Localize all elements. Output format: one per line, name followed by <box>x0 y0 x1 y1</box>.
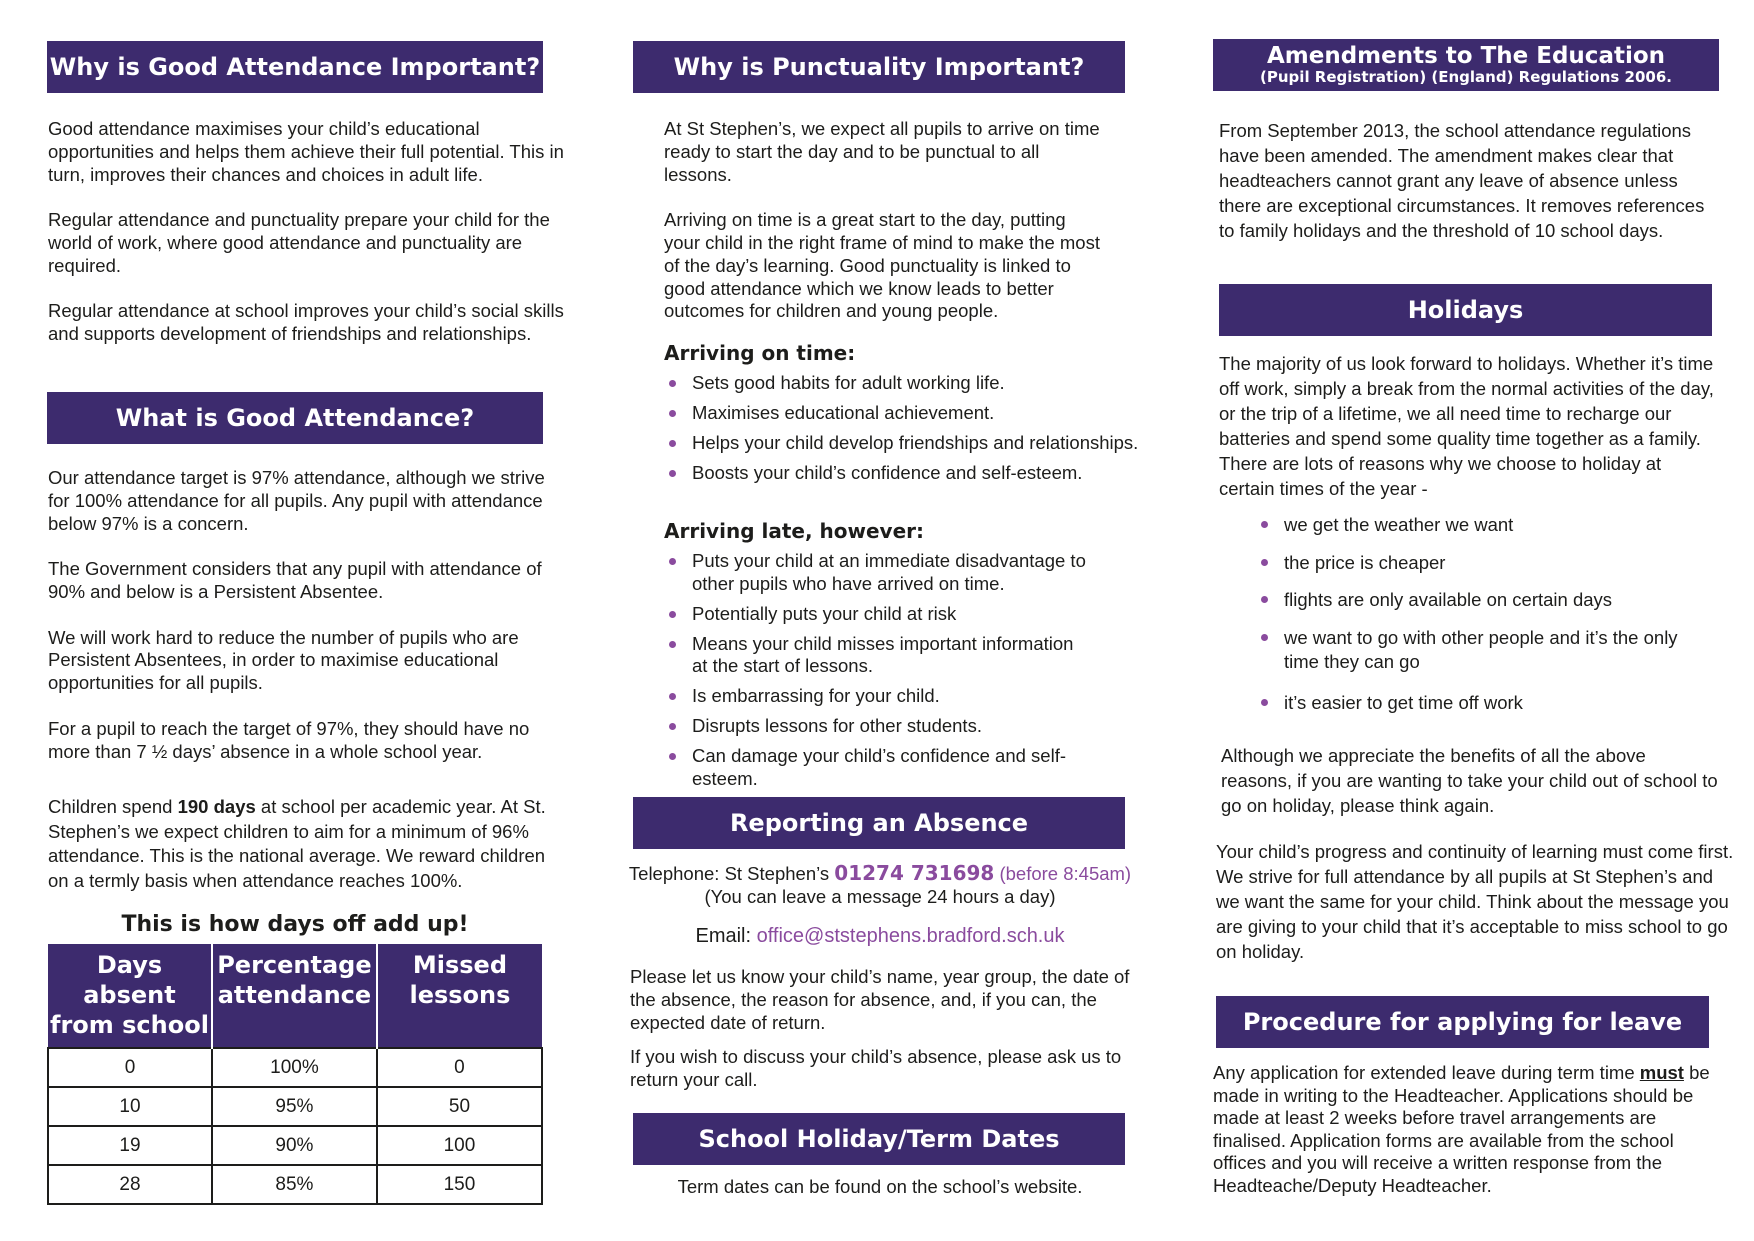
table-cell: 100 <box>377 1126 542 1165</box>
phone-number[interactable]: 01274 731698 <box>834 861 995 885</box>
holiday-reasons-list <box>1256 513 1696 723</box>
leave-procedure-text <box>1213 1062 1723 1197</box>
list-item: Puts your child at an immediate disadvantage to other pupils who have arrived on time. <box>664 550 1094 595</box>
telephone-label: Telephone: St Stephen’s <box>628 863 835 884</box>
list-item: the price is cheaper <box>1256 551 1696 576</box>
list-item: Helps your child develop friendships and relationships. <box>664 432 1144 455</box>
paragraph: We will work hard to reduce the number of pupils who are Persistent Absentees, in order to maximise educational opportunities for all pupils. <box>48 626 519 694</box>
header-days-absent: Days absent from school <box>48 944 212 1048</box>
table-row <box>48 1048 542 1087</box>
table-header-row <box>48 944 542 1048</box>
text-run: be made in writing to the Headteacher. Applications should be made at least 2 weeks before travel arrangements are finalised. Application forms are available from the school offices and you will receive a written response from the Headteache/Deputy Headteacher. <box>1213 1062 1710 1196</box>
term-dates-text: Term dates can be found on the school’s website. <box>677 1176 1083 1197</box>
punctuality-heading: Why is Punctuality Important? <box>633 41 1125 93</box>
list-item: Maximises educational achievement. <box>664 402 1144 425</box>
paragraph: Please let us know your child’s name, year group, the date of the absence, the reason for absence, and, if you can, the expected date of return. <box>630 966 1130 1033</box>
paragraph: At St Stephen’s, we expect all pupils to arrive on time ready to start the day and to be punctual to all lessons. <box>664 118 1100 185</box>
list-item: we want to go with other people and it’s the only time they can go <box>1256 626 1696 675</box>
table-row <box>48 1165 542 1204</box>
amendments-heading-line2: (Pupil Registration) (England) Regulations 2006. <box>1260 68 1672 87</box>
list-item: Boosts your child’s confidence and self-esteem. <box>664 462 1144 485</box>
text-run: Children spend <box>48 796 178 817</box>
table-row <box>48 1087 542 1126</box>
arriving-on-time-list <box>664 372 1144 492</box>
arriving-late-list <box>664 550 1094 798</box>
email-label: Email: <box>695 925 757 947</box>
good-attendance-important-heading: Why is Good Attendance Important? <box>47 41 543 93</box>
table-cell: 90% <box>212 1126 377 1165</box>
days-at-school-text <box>48 795 568 893</box>
paragraph: If you wish to discuss your child’s absence, please ask us to return your call. <box>630 1046 1122 1091</box>
leave-procedure-heading: Procedure for applying for leave <box>1216 996 1709 1048</box>
table-cell: 28 <box>48 1165 212 1204</box>
amendments-heading-line1: Amendments to The Education <box>1266 43 1666 70</box>
text-run: Any application for extended leave during term time <box>1213 1062 1640 1083</box>
list-item: flights are only available on certain days <box>1256 588 1696 613</box>
paragraph: Good attendance maximises your child’s educational opportunities and helps them achieve their full potential. This in turn, improves their chances and choices in adult life. <box>48 118 564 185</box>
days-off-table <box>47 944 543 1205</box>
list-item: Means your child misses important information at the start of lessons. <box>664 633 1094 678</box>
amendments-heading <box>1213 39 1719 91</box>
good-attendance-important-text <box>48 118 568 346</box>
list-item: Disrupts lessons for other students. <box>664 715 1094 738</box>
days-count: 190 days <box>177 796 256 817</box>
table-cell: 150 <box>377 1165 542 1204</box>
good-attendance-text <box>48 467 568 763</box>
email-line <box>610 925 1150 948</box>
table-cell: 100% <box>212 1048 377 1087</box>
telephone-line <box>610 862 1150 886</box>
holidays-appreciate-text: Although we appreciate the benefits of all the above reasons, if you are wanting to take your child out of school to go on holiday, please think again. <box>1221 745 1718 816</box>
list-item: Potentially puts your child at risk <box>664 603 1094 626</box>
arriving-on-time-title: Arriving on time: <box>664 341 856 365</box>
paragraph: Our attendance target is 97% attendance, although we strive for 100% attendance for all pupils. Any pupil with attendance below 97% is a concern. <box>48 467 545 534</box>
list-item: we get the weather we want <box>1256 513 1696 538</box>
must-emphasis: must <box>1639 1062 1684 1083</box>
header-percentage: Percentage attendance <box>212 944 377 1048</box>
reporting-text <box>630 966 1130 1092</box>
amendments-text: From September 2013, the school attendance regulations have been amended. The amendment makes clear that headteachers cannot grant any leave of absence unless there are exceptional circumstances. It removes references to family holidays and the threshold of 10 school days. <box>1219 120 1705 241</box>
paragraph: The Government considers that any pupil with attendance of 90% and below is a Persistent Absentee. <box>48 558 542 602</box>
arriving-late-title: Arriving late, however: <box>664 519 924 543</box>
paragraph: Regular attendance at school improves your child’s social skills and supports development of friendships and relationships. <box>48 300 564 345</box>
holidays-text: The majority of us look forward to holidays. Whether it’s time off work, simply a break from the normal activities of the day, or the trip of a lifetime, we all need time to recharge our batteries and spend some quality time together as a family. There are lots of reasons why we choose to holiday at certain times of the year - <box>1219 353 1714 499</box>
table-cell: 19 <box>48 1126 212 1165</box>
table-cell: 0 <box>48 1048 212 1087</box>
table-title: This is how days off add up! <box>121 912 469 937</box>
list-item: Is embarrassing for your child. <box>664 685 1094 708</box>
table-row <box>48 1126 542 1165</box>
table-cell: 85% <box>212 1165 377 1204</box>
holidays-heading: Holidays <box>1219 284 1712 336</box>
paragraph: Regular attendance and punctuality prepare your child for the world of work, where good attendance and punctuality are required. <box>48 209 550 276</box>
header-missed-lessons: Missed lessons <box>377 944 542 1048</box>
paragraph: For a pupil to reach the target of 97%, they should have no more than 7 ½ days’ absence in a whole school year. <box>48 717 530 762</box>
table-cell: 95% <box>212 1087 377 1126</box>
term-dates-heading: School Holiday/Term Dates <box>633 1113 1125 1165</box>
holidays-progress-text: Your child’s progress and continuity of learning must come first. We strive for full attendance by all pupils at St Stephen’s and we want the same for your child. Think about the message you are giving to your child that it’s acceptable to miss school to go on holiday. <box>1216 841 1734 962</box>
good-attendance-heading: What is Good Attendance? <box>47 392 543 444</box>
table-cell: 10 <box>48 1087 212 1126</box>
punctuality-text <box>664 118 1104 323</box>
list-item: it’s easier to get time off work <box>1256 691 1696 716</box>
telephone-sub: (You can leave a message 24 hours a day) <box>704 886 1056 907</box>
text-run: at school per academic year. At St. Stephen’s we expect children to aim for a minimum of 96% attendance. This is the national average. We reward children on a termly basis when attendance reaches 100%. <box>48 796 546 891</box>
list-item: Sets good habits for adult working life. <box>664 372 1144 395</box>
table-cell: 0 <box>377 1048 542 1087</box>
email-link[interactable]: office@ststephens.bradford.sch.uk <box>756 925 1065 947</box>
phone-note: (before 8:45am) <box>994 863 1132 884</box>
reporting-absence-heading: Reporting an Absence <box>633 797 1125 849</box>
list-item: Can damage your child’s confidence and self-esteem. <box>664 745 1094 790</box>
table-cell: 50 <box>377 1087 542 1126</box>
paragraph: Arriving on time is a great start to the day, putting your child in the right frame of mind to make the most of the day’s learning. Good punctuality is linked to good attendance which we know leads to better outcomes for children and young people. <box>664 209 1100 322</box>
